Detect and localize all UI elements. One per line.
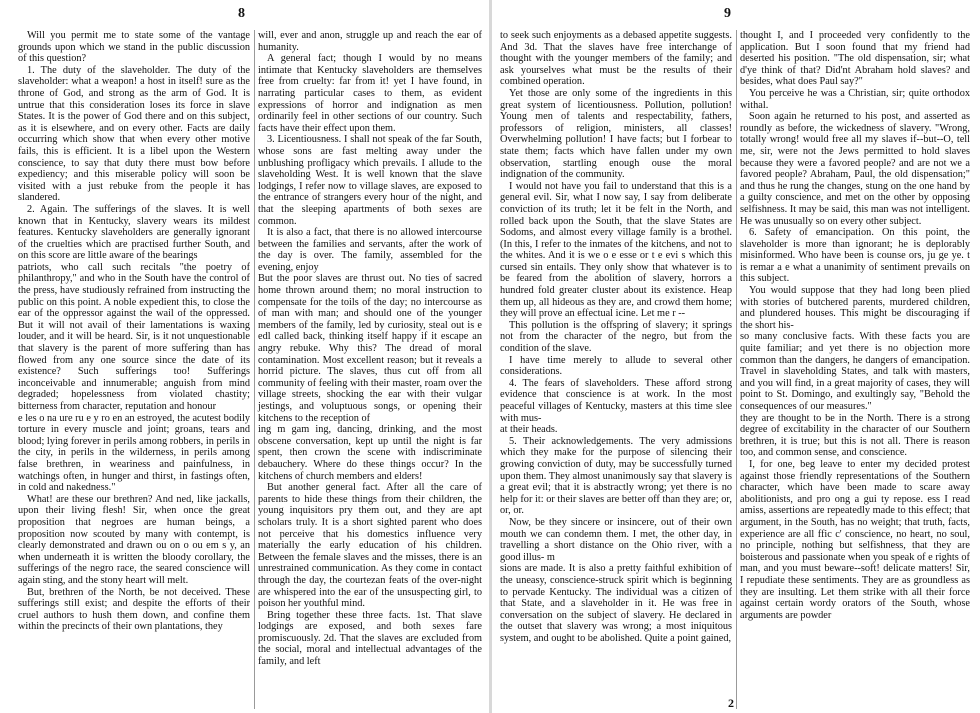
paragraph: But another general fact. After all the care of parents to hide these things from their children, the young inquisitors pry them out, and they are apt scholars truly. It is a short sighted parent who does not perceive that his domestics influence very materially the early education of his children. Between the female slaves and the misses, there is an unrestrained communication. As they come in contact through the day, the courtezan feats of the over-night are whispered into the ear of the unsuspecting girl, to poison her youthful mind. bbox=[258, 482, 482, 610]
paragraph: Bring together these three facts. 1st. That slave lodgings are exposed, and both sexes fare promiscuously. 2d. That the slaves are excluded from the social, moral and intellectual advantages of the family, and left bbox=[258, 609, 482, 668]
paragraph: to seek such enjoyments as a debased appetite suggests. And 3d. That the slaves have free interchange of thought with the younger members of the family; and ask yourselves what must be the results of their combined operation. bbox=[500, 30, 732, 88]
paragraph: You would suppose that they had long been plied with stories of butchered parents, murdered children, and plundered houses. This might be discouraging if the short his- bbox=[740, 285, 970, 331]
paragraph: But the poor slaves are thrust out. No ties of sacred home thrown around them; no moral instruction to compensate for the toils of the day; no intercourse as of man with man; and should one of the younger members of the family, led by curiosity, steal out is e edl called back, thinking itself happy if it escape an angry rebuke. Why this? The dread of moral contamination. Most excellent reason; but it reveals a horrid picture. The slaves, thus cut off from all community of feeling with their master, roam over the village streets, shocking the ear with their vulgar jestings, and voluptuous songs, or opening their kitchens to the reception of bbox=[258, 273, 482, 424]
page-number-left: 8 bbox=[238, 6, 245, 21]
paragraph: 4. The fears of slaveholders. These afford strong evidence that conscience is at work. In the most peaceful villages of Kentucky, masters at this time slee with mus- bbox=[500, 377, 732, 424]
paragraph: A general fact; though I would by no means intimate that Kentucky slaveholders are themselves free from cruelty: far from it! yet I have found, in narrating particular cases to them, as evident expressions of horror and indignation as men ordinarily feel in other sections of our country. Such facts have their effect upon them. bbox=[258, 53, 482, 134]
paragraph: will, ever and anon, struggle up and reach the ear of humanity. bbox=[258, 30, 482, 53]
paragraph: patriots, who call such recitals "the poetry of philanthropy," and who in the South have the control of the press, have studiously refrained from instructing the public on this point. A noble expedient this, to close the ear of the oppressor against the wail of the oppressed. But it will not avail of their lamentations is waxing louder, and it will be heard. Sir, is it not unquestionable that slavery is the parent of more suffering than has flowed from any one source since the date of its existence? Such sufferings too! Sufferings inconceivable and innumerable; anguish from mind degraded; hopelessness from violated chastity; bitterness from character, reputation and honour bbox=[18, 261, 250, 412]
paragraph: sions are made. It is also a pretty faithful exhibition of the uneasy, conscience-struck spirit which is beginning to pervade Kentucky. The individual was a citizen of that State, and a slaveholder in it. He was free in conversation on the subject of slavery. He declared in the outset that slavery was wrong; a most iniquitous system, and ought to be abolished. Quite a point gained, bbox=[500, 563, 732, 644]
paragraph: What! are these our brethren? And ned, like jackalls, upon their living flesh! Sir, when once the great proposition that negroes are human beings, a proposition now scouted by many with contempt, is clearly demonstrated and drawn ou on o ou em s y, an when underneath it is written the bloody corollary, the sufferings of the negro race, the seared conscience will again sting, and the stony heart will melt. bbox=[18, 493, 250, 586]
paragraph: 6. Safety of emancipation. On this point, the slaveholder is more than ignorant; he is deplorably misinformed. Who have been is counse ors, ju ge ye. t is remar a e what a unanimity of sentiment prevails on this subject. bbox=[740, 227, 970, 285]
right-page-column-2 bbox=[736, 30, 970, 709]
paragraph: 2. Again. The sufferings of the slaves. It is well known that in Kentucky, slavery wears its mildest features. Kentucky slaveholders are generally ignorant of the cruelties which are practised further South, and on this score are little aware of the bearings bbox=[18, 203, 250, 262]
paragraph: ing m gam ing, dancing, drinking, and the most obscene conversation, kept up until the night is far spent, then crown the scene with indiscriminate debauchery. Where do these things occur? In the kitchens of church members and elders! bbox=[258, 424, 482, 482]
paragraph: Soon again he returned to his post, and asserted as roundly as before, the wickedness of slavery. "Wrong, totally wrong! would free all my slaves if--but--O, tell me, sir, were not the Jews permitted to hold slaves because they were a favored people? and are not we a favored people? Abraham, Paul, the old dispensation;" and thus he rung the changes, stung on the one hand by a guilty conscience, and met on the other by opposing selfishness. It may be said, this man was not intelligent. He was unusually so on every other subject. bbox=[740, 111, 970, 227]
paragraph: Now, be they sincere or insincere, out of their own mouth we can condemn them. I met, the other day, in travelling a short distance on the Ohio river, with a good illus- m bbox=[500, 516, 732, 563]
paragraph: Yet those are only some of the ingredients in this great system of licentiousness. Pollution, pollution! Young men of talents and respectability, fathers, professors of religion, ministers, all classes! Overwhelming pollution! I have facts; but I forbear to state them; facts which have fallen under my own observation, startling enough ouse the moral indignation of the community. bbox=[500, 87, 732, 181]
paragraph: I, for one, beg leave to enter my decided protest against those friendly representations of the Southern character, which have been made to scare away abolitionists, and pro ong a gui ty repose. ess I read amiss, assertions are repeatedly made to this effect; that argument, in the South, has no weight; that truth, facts, experience are all ffic c' conscience, no heart, no soul, no principle, nothing but selfishness, that they are boisterous and passionate when you speak of e rights of man, and you must beware--soft! delicate matters! Sir, I repudiate these sentiments. They are as groundless as they are insulting. Let them strike with all their force against certain wordy orators of the South, whose arguments are powder bbox=[740, 458, 970, 621]
paragraph: This pollution is the offspring of slavery; it springs not from the character of the negro, but from the condition of the slave. bbox=[500, 319, 732, 355]
paragraph: at their heads. bbox=[500, 424, 558, 436]
paragraph: It is also a fact, that there is no allowed intercourse between the families and servants, after the work of the day is over. The family, assembled for the evening, enjoy bbox=[258, 227, 482, 273]
paragraph: But, brethren of the North, be not deceived. These sufferings still exist; and despite the efforts of their cruel authors to hush them down, and confine them within the precincts of their own plantations, they bbox=[18, 586, 250, 633]
paragraph: I have time merely to allude to several other considerations. bbox=[500, 354, 732, 378]
right-page bbox=[492, 0, 980, 713]
left-page-column-2 bbox=[254, 30, 482, 709]
paragraph: so many conclusive facts. With these facts you are quite familiar; and yet there is no objection more common than the dangers, he dangers of emancipation. Travel in slaveholding States, and talk with masters, and you will find, in a great majority of cases, they will point to St. Domingo, and exultingly say, "Behold the consequences of our measures." bbox=[740, 331, 970, 412]
paragraph: they are thought to be in the North. There is a strong degree of excitability in the character of our Southern brethren, it is true; but this is not all. There is reason too, and common sense, and conscience. bbox=[740, 412, 970, 459]
left-page-column-1 bbox=[18, 30, 250, 709]
paragraph: I would not have you fail to understand that this is a general evil. Sir, what I now say, I say from deliberate conviction of its truth; let it be felt in the North, and rolled back upon the South, that the slave States are Sodoms, and almost every village family is a brothel. (In this, I refer to the inmates of the kitchens, and not to the whites. And it is we o e esse or t e evi s which this cursed sin entails. They only show that whatever is to be feared from the abolition of slavery, horrors a hundred fold greater cluster about its existence. Heap them up, all hideous as they are, and crowd them home; they will prove an effectual icine. Let me r -- bbox=[500, 180, 732, 320]
paragraph: e les o na ure ru e y ro en an estroyed, the acutest bodily torture in every muscle and joint; groans, tears and blood; lying forever in perils among robbers, in perils in the city, in perils in the wilderness, in perils among false brethren, in weariness and painfulness, in watchings often, in hunger and thirst, in fastings often, in cold and nakedness." bbox=[18, 412, 250, 494]
paragraph: Will you permit me to state some of the vantage grounds upon which we stand in the public discussion of this question? bbox=[18, 30, 250, 65]
paragraph: 5. Their acknowledgements. The very admissions which they make for the purpose of silencing their growing conviction of duty, may be successfully turned upon them. They almost unanimously say that slavery is a great evil; that it is abstractly wrong; yet there is no help for it: or their slaves are better off than they are; or, or, or. bbox=[500, 435, 732, 517]
paragraph: You perceive he was a Christian, sir; quite orthodox withal. bbox=[740, 87, 970, 111]
paragraph: thought I, and I proceeded very confidently to the application. But I soon found that my friend had deserted his position. "The old dispensation, sir; what d'ye think of that? Did'nt Abraham hold slaves? and besides, what does Paul say?" bbox=[740, 30, 970, 88]
paragraph: 1. The duty of the slaveholder. The duty of the slaveholder: what a weapon! a host in itself! sure as the throne of God, and strong as the arm of God. It is untrue that this consideration loses its force in slave States. It is the power of God there and on this subject, as it is elsewhere, and on every other. Facts are daily occurring which show that when every other motive fails, this is efficient. It is a libel upon the Western conscience, to say that duty there must bow before expediency; and this miserable policy will soon be visited with a just rebuke from the people it has slandered. bbox=[18, 64, 250, 204]
page-number-right: 9 bbox=[724, 6, 731, 21]
paragraph: 3. Licentiousness. I shall not speak of the far South, whose sons are fast melting away under the unblushing profligacy which prevails. I allude to the slaveholding West. It is well known that the slave lodgings, I refer now to village slaves, are exposed to the entrance of strangers every hour of the night, and that the sleeping apartments of both sexes are common. bbox=[258, 134, 482, 227]
right-page-column-1 bbox=[500, 30, 732, 709]
signature-mark: 2 bbox=[728, 696, 734, 710]
